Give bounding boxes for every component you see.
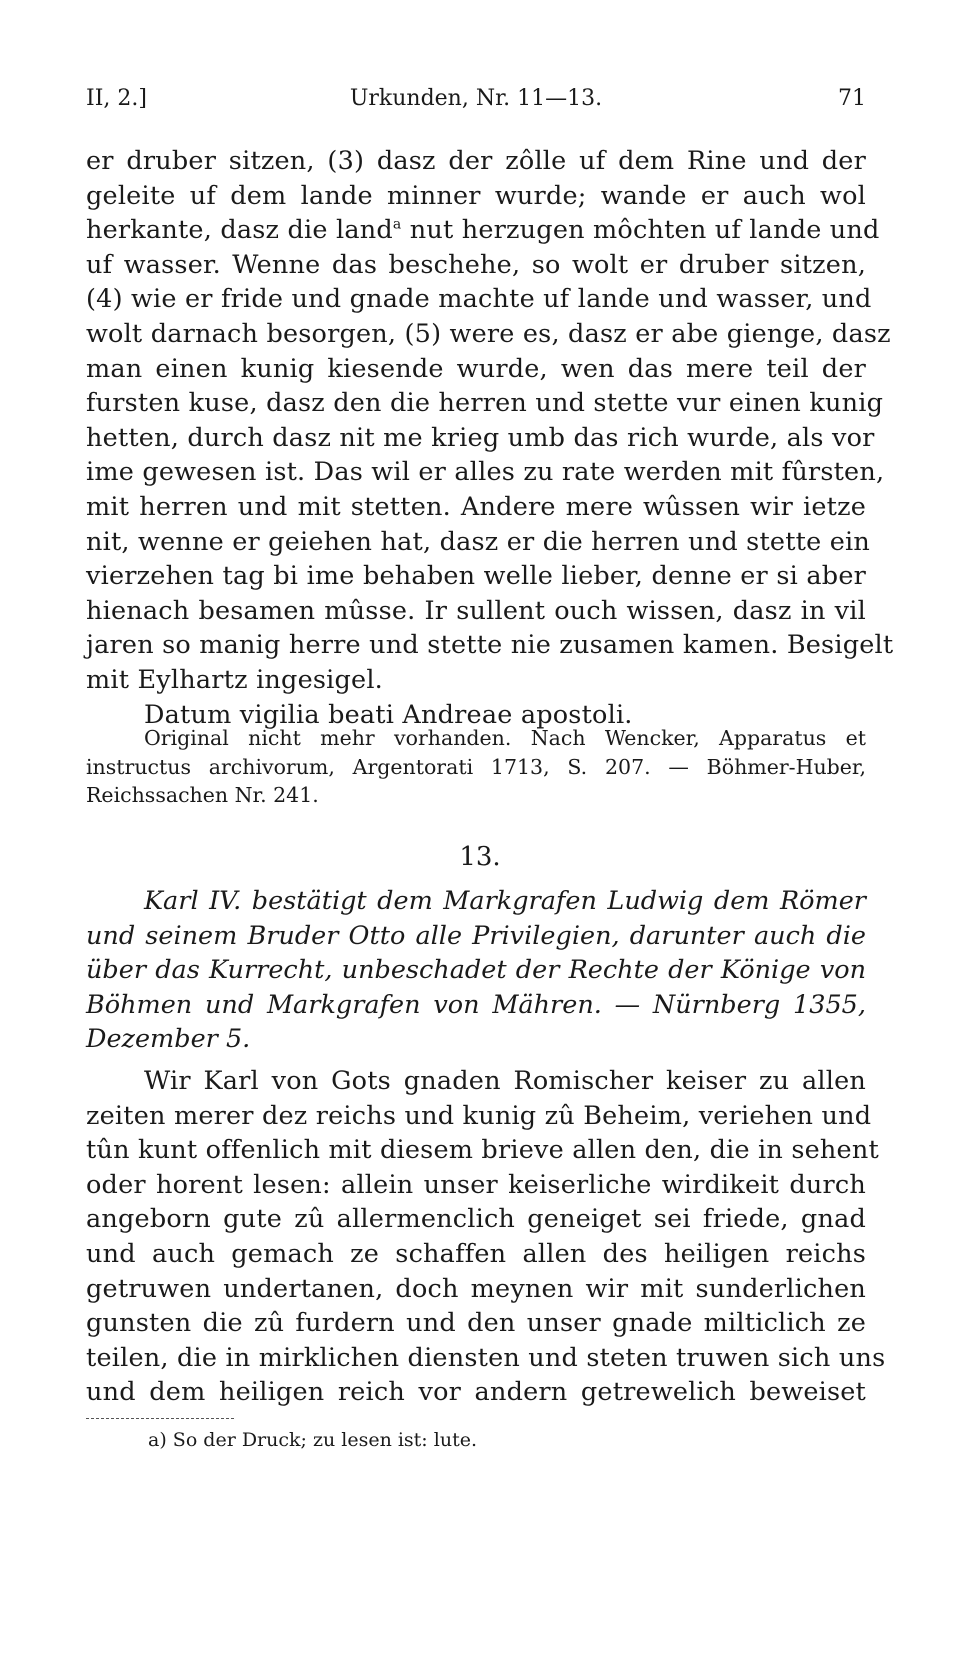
text-line: getruwen undertanen, doch meynen wir mit sunderlichen: [86, 1273, 866, 1304]
dating-line: Datum vigilia beati Andreae apostoli.: [144, 699, 633, 730]
text-line: herkante, dasz die land$^a$ nut herzugen môchten uf lande und: [86, 215, 880, 246]
note-line: Reichssachen Nr. 241.: [86, 783, 319, 807]
text-line: mit herren und mit stetten. Andere mere wûssen wir ietze: [86, 491, 866, 522]
text-line: mit Eylhartz ingesigel.: [86, 664, 383, 695]
document-text-13: [86, 1064, 886, 1410]
text-line: geleite uf dem lande minner wurde; wande er auch wol: [86, 180, 866, 211]
text-line: hienach besamen mûsse. Ir sullent ouch wissen, dasz in vil: [86, 595, 866, 626]
text-line: vierzehen tag bi ime behaben welle lieber, denne er si aber: [86, 561, 866, 592]
regest-line: Dezember 5.: [86, 1024, 251, 1055]
text-line: uf wasser. Wenne das beschehe, so wolt er druber sitzen,: [86, 249, 866, 280]
text-line: zeiten merer dez reichs und kunig zû Beheim, veriehen und: [86, 1100, 872, 1131]
text-line: oder horent lesen: allein unser keiserliche wirdikeit durch: [86, 1169, 866, 1200]
text-line: jaren so manig herre und stette nie zusamen kamen. Besigelt: [86, 630, 894, 661]
document-text-continued: [86, 144, 894, 732]
text-line: fursten kuse, dasz den die herren und stette vur einen kunig: [86, 388, 884, 419]
footnote: [148, 1427, 848, 1453]
header-section-ref: II, 2.]: [86, 86, 147, 111]
text-line: hetten, durch dasz nit me krieg umb das rich wurde, als vor: [86, 422, 875, 453]
note-line: Original nicht mehr vorhanden. Nach Wencker, Apparatus et: [144, 726, 866, 750]
text-line: und dem heiligen reich vor andern getrewelich beweiset: [86, 1377, 866, 1408]
text-line: tûn kunt offenlich mit diesem brieve allen den, die in sehent: [86, 1135, 879, 1166]
footnote-marker: a): [148, 1429, 167, 1451]
source-note: [86, 724, 866, 810]
document-number: 13.: [459, 842, 501, 872]
text-line: man einen kunig kiesende wurde, wen das mere teil der: [86, 353, 866, 384]
text-line: angeborn gute zû allermenclich geneiget sei friede, gnad: [86, 1204, 866, 1235]
text-line: und auch gemach ze schaffen allen des heiligen reichs: [86, 1238, 866, 1269]
text-line: teilen, die in mirklichen diensten und steten truwen sich uns: [86, 1342, 886, 1373]
regest-line: und seinem Bruder Otto alle Privilegien, darunter auch die: [86, 920, 866, 951]
regest-summary: [86, 884, 866, 1057]
regest-line: Böhmen und Markgrafen von Mähren. — Nürnberg 1355,: [86, 989, 866, 1020]
text-line: wolt darnach besorgen, (5) were es, dasz er abe gienge, dasz: [86, 318, 891, 349]
text-line: gunsten die zû furdern und den unser gnade milticlich ze: [86, 1308, 866, 1339]
text-line: (4) wie er fride und gnade machte uf lande und wasser, und: [86, 284, 872, 315]
header-title: Urkunden, Nr. 11—13.: [349, 86, 603, 111]
text-line: Wir Karl von Gots gnaden Romischer keiser zu allen: [144, 1066, 866, 1096]
page-number: 71: [838, 86, 866, 111]
running-header: [86, 86, 866, 116]
text-line: nit, wenne er geiehen hat, dasz er die herren und stette ein: [86, 526, 870, 557]
regest-line: über das Kurrecht, unbeschadet der Rechte der Könige von: [86, 955, 866, 986]
footnote-text: So der Druck; zu lesen ist: lute.: [172, 1429, 477, 1451]
note-line: instructus archivorum, Argentorati 1713, S. 207. — Böhmer-Huber,: [86, 754, 866, 779]
footnote-separator: [86, 1418, 234, 1419]
regest-line: Karl IV. bestätigt dem Markgrafen Ludwig dem Römer: [144, 886, 866, 916]
footnote-marker: a: [392, 216, 402, 233]
text-line: er druber sitzen, (3) dasz der zôlle uf dem Rine und der: [86, 146, 866, 176]
text-line: ime gewesen ist. Das wil er alles zu rate werden mit fûrsten,: [86, 457, 885, 488]
